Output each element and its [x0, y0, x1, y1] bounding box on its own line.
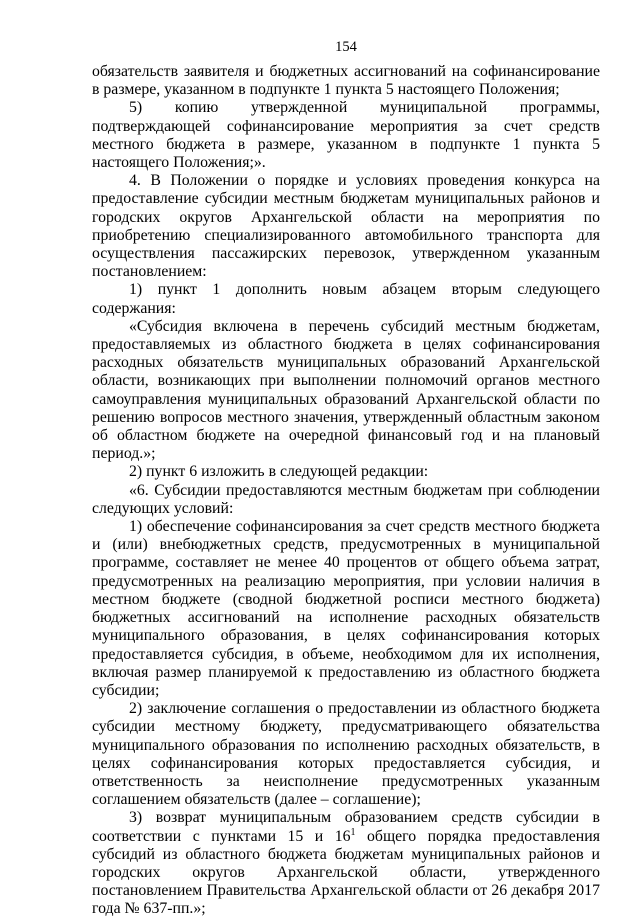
paragraph-10-text-after: общего порядка предоставления субсидий из областного бюджета бюджетам муниципальных районов и городских округов Архангельской области, утвержденного постановлением Правительства Архангельской области от 26 декабря 2017 года № 637-пп.»;	[92, 827, 600, 918]
paragraph-10-text-before: 3) возврат муниципальным образованием средств субсидии в соответствии с пунктами 15 и 16	[92, 809, 600, 845]
paragraph-7: «6. Субсидии предоставляются местным бюджетам при соблюдении следующих условий:	[92, 481, 600, 517]
paragraph-10	[92, 809, 600, 918]
page-number: 154	[335, 39, 357, 55]
paragraph-9: 2) заключение соглашения о предоставлении из областного бюджета субсидии местному бюджету, предусматривающего обязательства муниципального образования по исполнению расходных обязательств, в целях софинансирования которых предоставляется субсидия, и ответственность за неисполнение предусмотренных указанным соглашением обязательств (далее – соглашение);	[92, 700, 600, 809]
paragraph-6: 2) пункт 6 изложить в следующей редакции:	[129, 463, 429, 481]
paragraph-2: 5) копию утвержденной муниципальной программы, подтверждающей софинансирование мероприятия за счет средств местного бюджета в размере, указанном в подпункте 1 пункта 5 настоящего Положения;».	[92, 99, 600, 172]
paragraph-1: обязательств заявителя и бюджетных ассигнований на софинансирование в размере, указанном в подпункте 1 пункта 5 настоящего Положения;	[92, 63, 600, 99]
paragraph-4: 1) пункт 1 дополнить новым абзацем вторым следующего содержания:	[92, 281, 600, 317]
document-body	[92, 63, 600, 919]
paragraph-8: 1) обеспечение софинансирования за счет средств местного бюджета и (или) внебюджетных средств, предусмотренных в муниципальной программе, составляет не менее 40 процентов от общего объема затрат, предусмотренных на реализацию мероприятия, при условии наличия в местном бюджете (сводной бюджетной росписи местного бюджета) бюджетных ассигнований на исполнение расходных обязательств муниципального образования, в целях софинансирования которых предоставляется субсидия, в объеме, необходимом для их исполнения, включая размер планируемой к предоставлению из областного бюджета субсидии;	[92, 518, 600, 699]
paragraph-3: 4. В Положении о порядке и условиях проведения конкурса на предоставление субсидии местным бюджетам муниципальных районов и городских округов Архангельской области на мероприятия по приобретению специализированного автомобильного транспорта для осуществления пассажирских перевозок, утвержденном указанным постановлением:	[92, 172, 600, 281]
paragraph-5: «Субсидия включена в перечень субсидий местным бюджетам, предоставляемых из областного бюджета в целях софинансирования расходных обязательств муниципальных образований Архангельской области, возникающих при выполнении полномочий органов местного самоуправления муниципальных образований Архангельской области по решению вопросов местного значения, утвержденный областным законом об областном бюджете на очередной финансовый год и на плановый период.»;	[92, 317, 600, 463]
superscript-mark: 1	[350, 826, 356, 838]
